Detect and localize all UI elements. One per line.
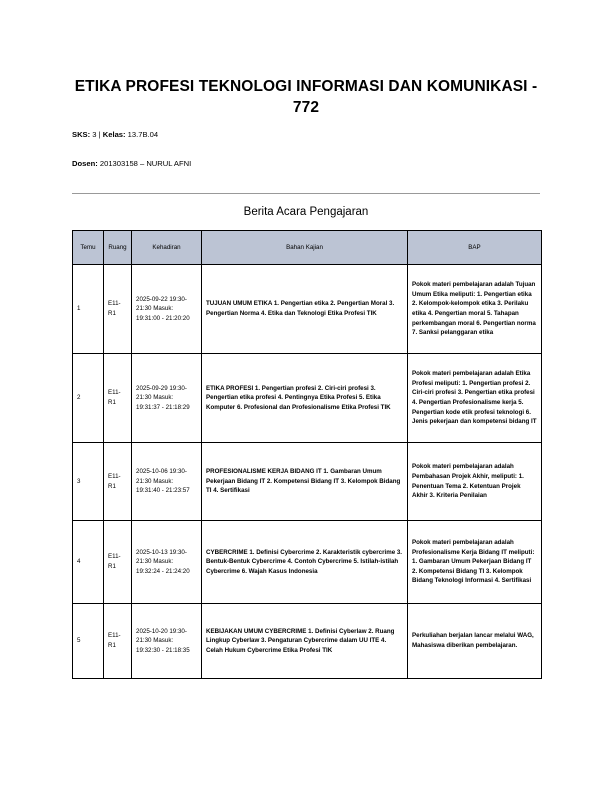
table-row — [73, 604, 542, 679]
header-ruang: Ruang — [104, 231, 132, 265]
cell-temu: 1 — [73, 265, 104, 354]
teaching-record-table — [72, 230, 542, 679]
cell-temu: 3 — [73, 443, 104, 521]
cell-bahan-kajian: KEBIJAKAN UMUM CYBERCRIME 1. Definisi Cyberlaw 2. Ruang Lingkup Cyberlaw 3. Pengaturan Cybercrime dalam UU ITE 4. Celah Hukum Cybercrime Etika Profesi TIK — [202, 604, 408, 679]
cell-kehadiran: 2025-10-06 19:30-21:30 Masuk: 19:31:40 - 21:23:57 — [132, 443, 202, 521]
header-bap: BAP — [408, 231, 542, 265]
course-info — [72, 130, 158, 140]
cell-temu: 5 — [73, 604, 104, 679]
cell-kehadiran: 2025-10-20 19:30-21:30 Masuk: 19:32:30 - 21:18:35 — [132, 604, 202, 679]
table-row — [73, 354, 542, 443]
lecturer-info — [72, 159, 191, 169]
cell-temu: 4 — [73, 521, 104, 604]
divider — [72, 193, 540, 194]
table-row — [73, 443, 542, 521]
section-title: Berita Acara Pengajaran — [243, 206, 369, 218]
cell-ruang: E11-R1 — [104, 604, 132, 679]
cell-bahan-kajian: PROFESIONALISME KERJA BIDANG IT 1. Gambaran Umum Pekerjaan Bidang IT 2. Kompetensi Bidang IT 3. Kelompok Bidang TI 4. Sertifikasi — [202, 443, 408, 521]
table-header-row — [73, 231, 542, 265]
header-kehadiran: Kehadiran — [132, 231, 202, 265]
cell-ruang: E11-R1 — [104, 443, 132, 521]
cell-kehadiran: 2025-09-22 19:30-21:30 Masuk: 19:31:00 - 21:20:20 — [132, 265, 202, 354]
table-row — [73, 265, 542, 354]
cell-ruang: E11-R1 — [104, 521, 132, 604]
cell-ruang: E11-R1 — [104, 354, 132, 443]
sks-value: 3 — [92, 130, 97, 139]
cell-bahan-kajian: CYBERCRIME 1. Definisi Cybercrime 2. Karakteristik cybercrime 3. Bentuk-Bentuk Cybercrime 4. Contoh Cybercrime 5. Istilah-istilah Cybercrime 6. Wajah Kasus Indonesia — [202, 521, 408, 604]
dosen-value: 201303158 – NURUL AFNI — [99, 159, 192, 168]
kelas-label: Kelas: — [102, 130, 126, 139]
table-row — [73, 521, 542, 604]
cell-bap: Pokok materi pembelajaran adalah Etika Profesi meliputi: 1. Pengertian profesi 2. Ciri-ciri profesi 3. Pengertian etika profesi 4. Pengertian Profesionalisme kerja 5. Pengertian kode etik profesi teknologi 6. Jenis pekerjaan dan kompetensi bidang IT — [408, 354, 542, 443]
cell-bahan-kajian: TUJUAN UMUM ETIKA 1. Pengertian etika 2. Pengertian Moral 3. Pengertian Norma 4. Etika dan Teknologi Etika Profesi TIK — [202, 265, 408, 354]
dosen-label: Dosen: — [72, 159, 98, 168]
header-bahan-kajian: Bahan Kajian — [202, 231, 408, 265]
cell-bahan-kajian: ETIKA PROFESI 1. Pengertian profesi 2. Ciri-ciri profesi 3. Pengertian etika profesi 4. Pentingnya Etika Profesi 5. Etika Komputer 6. Profesional dan Profesionalisme Etika Profesi TIK — [202, 354, 408, 443]
kelas-value: 13.7B.04 — [127, 130, 159, 139]
cell-temu: 2 — [73, 354, 104, 443]
cell-bap: Perkuliahan berjalan lancar melalui WAG, Mahasiswa diberikan pembelajaran. — [408, 604, 542, 679]
cell-bap: Pokok materi pembelajaran adalah Tujuan Umum Etika meliputi: 1. Pengertian etika 2. Kelompok-kelompok etika 3. Perilaku etika 4. Pengertian moral 5. Tahapan perkembangan moral 6. Pengertian norma 7. Sanksi pelanggaran etika — [408, 265, 542, 354]
cell-bap: Pokok materi pembelajaran adalah Pembahasan Projek Akhir, meliputi: 1. Penentuan Tema 2. Ketentuan Projek Akhir 3. Kriteria Penilaian — [408, 443, 542, 521]
page-title: ETIKA PROFESI TEKNOLOGI INFORMASI DAN KOMUNIKASI - 772 — [74, 78, 538, 116]
cell-kehadiran: 2025-09-29 19:30-21:30 Masuk: 19:31:37 - 21:18:29 — [132, 354, 202, 443]
sks-label: SKS: — [72, 130, 91, 139]
info-separator: | — [98, 130, 101, 139]
cell-bap: Pokok materi pembelajaran adalah Profesionalisme Kerja Bidang IT meliputi: 1. Gambaran Umum Pekerjaan Bidang IT 2. Kompetensi Bidang TI 3. Kelompok Bidang Teknologi Informasi 4. Sertifikasi — [408, 521, 542, 604]
cell-kehadiran: 2025-10-13 19:30-21:30 Masuk: 19:32:24 - 21:24:20 — [132, 521, 202, 604]
cell-ruang: E11-R1 — [104, 265, 132, 354]
header-temu: Temu — [73, 231, 104, 265]
